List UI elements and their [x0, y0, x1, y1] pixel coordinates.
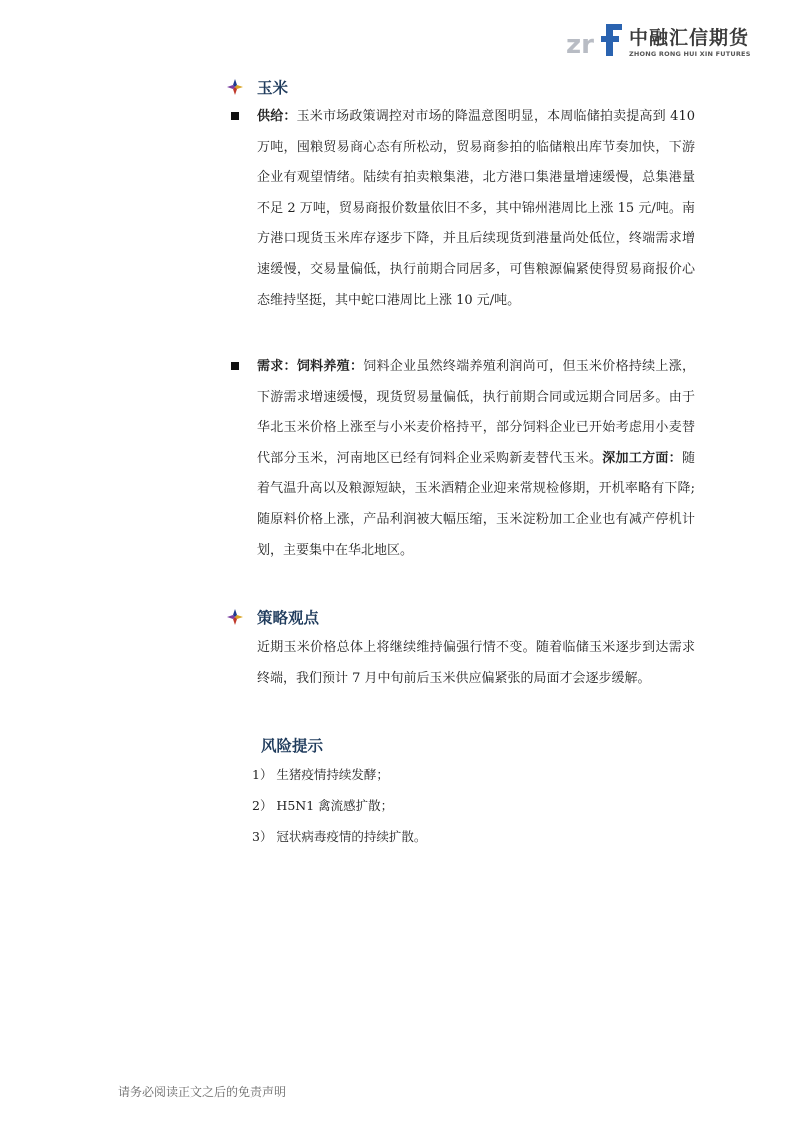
supply-paragraph: [257, 102, 695, 316]
logo-english-name: ZHONG RONG HUI XIN FUTURES: [629, 50, 751, 58]
square-bullet-icon: [231, 362, 239, 370]
company-logo: [566, 20, 756, 64]
section-title: 策略观点: [257, 609, 320, 627]
section-title: 玉米: [257, 79, 289, 97]
supply-label: 供给：: [257, 109, 297, 124]
square-bullet-icon: [231, 112, 239, 120]
zrf-logo-icon: [566, 20, 626, 60]
demand-paragraph: [257, 352, 695, 566]
risk-item: 1） 生猪疫情持续发酵；: [252, 767, 389, 782]
strategy-paragraph: 近期玉米价格总体上将继续维持偏强行情不变。随着临储玉米逐步到达需求终端，我们预计 7 月中旬前后玉米供应偏紧张的局面才会逐步缓解。: [257, 640, 695, 686]
diamond-bullet-icon: [227, 609, 243, 625]
logo-chinese-name: 中融汇信期货: [629, 27, 750, 49]
demand-label: 需求：饲料养殖：: [257, 359, 364, 374]
svg-text:zr: zr: [566, 30, 594, 60]
supply-text: 玉米市场政策调控对市场的降温意图明显，本周临储拍卖提高到 410 万吨，囤粮贸易商心态有所松动，贸易商参拍的临储粮出库节奏加快，下游企业有观望情绪。陆续有拍卖粮集港，北方港口集港量增速缓慢，总集港量不足 2 万吨，贸易商报价数量依旧不多，其中锦州港周比上涨 15 元/吨。南方港口现货玉米库存逐步下降，并且后续现货到港量尚处低位，终端需求增速缓慢，交易量偏低，执行前期合同居多，可售粮源偏紧使得贸易商报价心态维持坚挺，其中蛇口港周比上涨 10 元/吨。: [257, 109, 695, 308]
diamond-bullet-icon: [227, 79, 243, 95]
processing-label: 深加工方面：: [602, 450, 682, 466]
demand-text-feed: 饲料企业虽然终端养殖利润尚可，但玉米价格持续上涨，下游需求增速缓慢，现货贸易量偏低，执行前期合同或远期合同居多。由于华北玉米价格上涨至与小米麦价格持平，部分饲料企业已开始考虑用小麦替代部分玉米，河南地区已经有饲料企业采购新麦替代玉米。: [257, 359, 695, 466]
disclaimer-footer: 请务必阅读正文之后的免责声明: [118, 1085, 287, 1099]
risk-title: 风险提示: [261, 737, 324, 755]
demand-text-processing: 随着气温升高以及粮源短缺，玉米酒精企业迎来常规检修期，开机率略有下降;随原料价格上涨，产品利润被大幅压缩，玉米淀粉加工企业也有减产停机计划，主要集中在华北地区。: [257, 450, 695, 558]
risk-item: 2） H5N1 禽流感扩散；: [252, 798, 394, 813]
risk-item: 3） 冠状病毒疫情的持续扩散。: [252, 829, 427, 844]
